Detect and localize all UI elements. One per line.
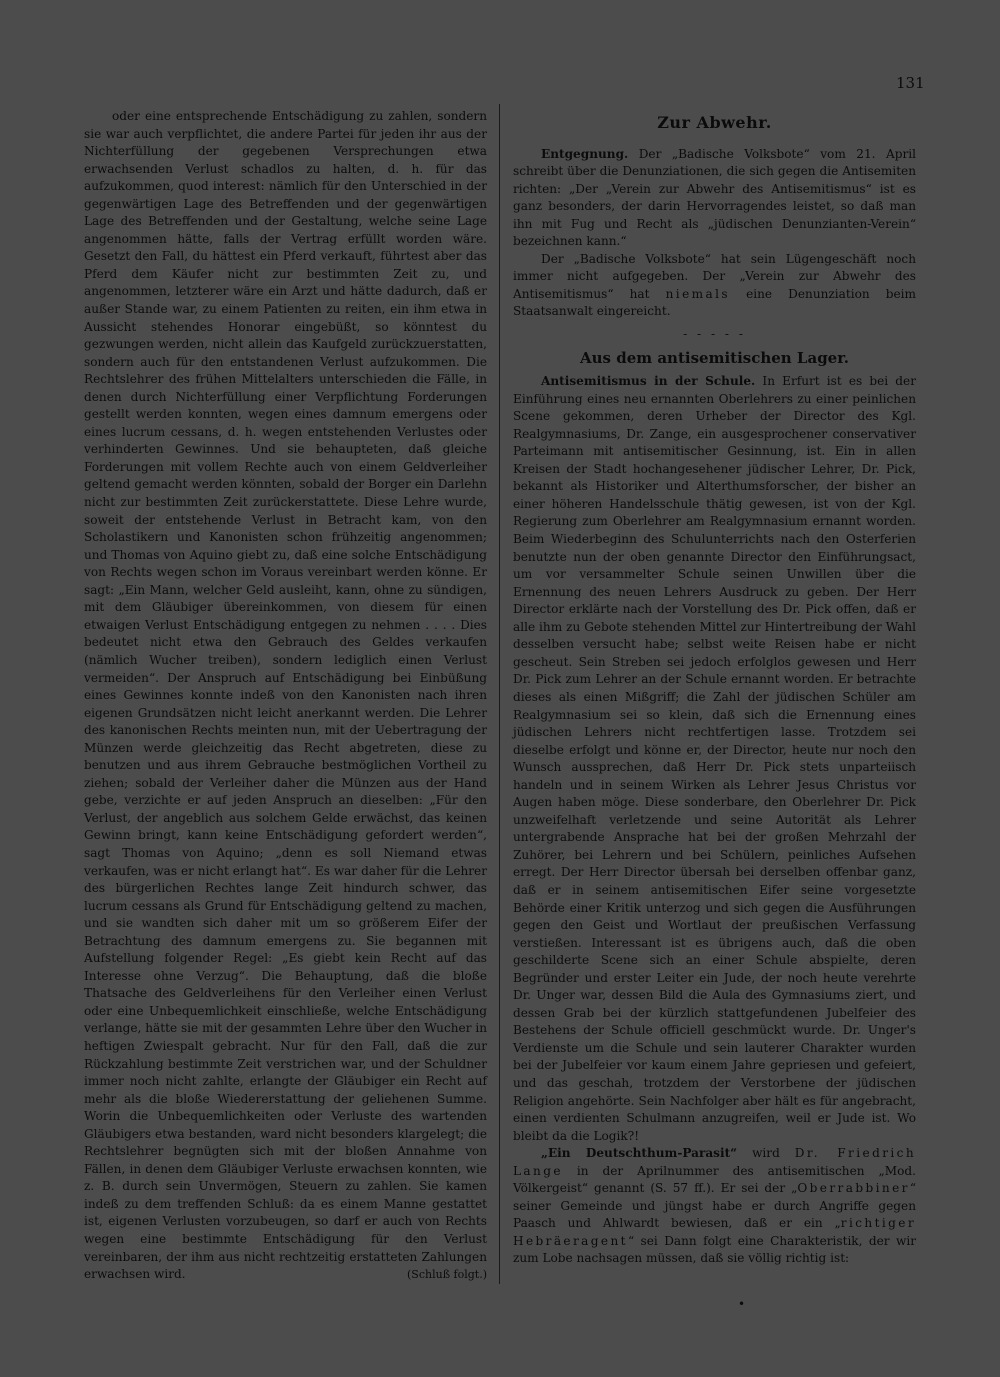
- section-title-lager: Aus dem antisemitischen Lager.: [580, 348, 849, 367]
- left-body: oder eine entsprechende Entschädigung zu zahlen, sondern sie war auch verpflichtet, die andere Partei für jeden ihr aus der Nichterfüllung der gegebenen Versprechungen etwa erwachsenden Verlust schadlos zu halten, d. h. für das aufzukommen, quod interest: nämlich für den Unterschied in der gegenwärtigen Lage des Betreffenden und der gegenwärtigen Lage des Betreffenden und der Gestaltung, welche seine Lage angenommen hätte, falls der Vertrag erfüllt worden wäre. Gesetzt den Fall, du hättest ein Pferd verkauft, führtest aber das Pferd dem Käufer nicht zur bestimmten Zeit zu, und angenommen, letzterer wäre ein Arzt und hätte dadurch, daß er außer Stande war, zu einem Patienten zu reiten, ein ihm etwa in Aussicht stehendes Honorar eingebüßt, so könntest du gezwungen werden, nicht allein das Kaufgeld zurückzuerstatten, sondern auch für den entstandenen Verlust aufzukommen. Die Rechtslehrer des frühen Mittelalters unterschieden die Fälle, in denen durch Nichterfüllung einer Verpflichtung Forderungen gestellt werden konnten, wegen eines damnum emergens oder eines lucrum cessans, d. h. wegen entstehenden Verlustes oder verhinderten Gewinnes. Und sie behaupteten, daß gleiche Forderungen mit vollem Rechte auch von einem Geldverleiher geltend gemacht werden könnten, sobald der Borger ein Darlehn nicht zur bestimmten Zeit zurückerstattete. Diese Lehre wurde, soweit der entstehende Verlust in Betracht kam, von den Scholastikern und Kanonisten schon frühzeitig angenommen; und Thomas von Aquino giebt zu, daß eine solche Entschädigung von Rechts wegen schon im Voraus vereinbart werden könne. Er sagt: „Ein Mann, welcher Geld ausleiht, kann, ohne zu sündigen, mit dem Gläubiger übereinkommen, von diesem für einen etwaigen Verlust Entschädigung entgegen zu nehmen . . . . Dies bedeutet nicht etwa den Gebrauch des Geldes verkaufen (nämlich Wucher treiben), sondern lediglich einen Verlust vermeiden“. Der Anspruch auf Entschädigung bei Einbüßung eines Gewinnes konnte indeß von den Kanonisten nach ihren eigenen Grundsätzen nicht leicht anerkannt werden. Die Lehrer des kanonischen Rechts meinten nun, mit der Uebertragung der Münzen werde gleichzeitig das Recht abgetreten, diese zu benutzen und aus ihrem Gebrauche bestmöglichen Vortheil zu ziehen; sobald der Verleiher daher die Münzen aus der Hand gebe, verzichte er auf jeden Anspruch an dieselben: „Für den Verlust, der angeblich aus solchem Gelde erwächst, das keinen Gewinn bringt, kann keine Entschädigung gefordert werden“, sagt Thomas von Aquino; „denn es soll Niemand etwas verkaufen, was er nicht erlangt hat“. Es war daher für die Lehrer des bürgerlichen Rechtes lange Zeit hindurch schwer, das lucrum cessans als Grund für Entschädigung geltend zu machen, und sie wandten sich daher mit um so größerem Eifer der Betrachtung des damnum emergens zu. Sie begannen mit Aufstellung folgender Regel: „Es giebt kein Recht auf das Interesse ohne Verzug“. Die Behauptung, daß die bloße Thatsache des Geldverleihens für den Verleiher einen Verlust oder eine Unbequemlichkeit einschließe, welche Entschädigung verlange, hätte sie mit der gesammten Lehre über den Wucher in heftigen Zwiespalt gebracht. Nur für den Fall, daß die zur Rückzahlung bestimmte Zeit verstrichen war, und der Schuldner immer noch nicht zahlte, erlangte der Gläubiger ein Recht auf mehr als die bloße Wiedererstattung der geliehenen Summe. Worin die Unbequemlichkeiten oder Verluste des wartenden Gläubigers etwa bestanden, ward nicht besonders klargelegt; die Rechtslehrer begnügten sich mit der bloßen Annahme von Fällen, in denen dem Gläubiger Verluste erwachsen konnten, wie z. B. durch sein Unvermögen, Steuern zu zahlen. Sie kamen indeß zu dem treffenden Schluß: da es einem Manne gestattet ist, eigenen Verlusten vorzubeugen, so darf er auch von Rechts wegen eine bestimmte Entschädigung für den Verlust vereinbaren, der ihm aus nicht rechtzeitig erstatteten Zahlungen erwachsen wird.: [84, 109, 487, 1282]
- article-lead: „Ein Deutschthum-Parasit“: [541, 1146, 738, 1161]
- article-entgegnung-p2: [513, 251, 916, 321]
- page-number: 131: [896, 74, 925, 92]
- section-separator: - - - - -: [683, 327, 746, 342]
- article-text: in der Aprilnummer des antisemitischen „Mod. Völkergeist“ genannt (S. 57 ff.). Er sei der „: [513, 1163, 916, 1196]
- article-text: “ sei Dann folgt eine Charakteristik, der wir zum Lobe nachsagen müssen, daß sie völlig richtig ist:: [513, 1233, 916, 1266]
- left-column-text: [84, 108, 487, 1284]
- article-lead: Entgegnung.: [541, 146, 629, 161]
- emphasis-text: richtiger Hebräeragent: [513, 1216, 916, 1248]
- left-column: [84, 108, 487, 1284]
- trailing-mark: •: [738, 1297, 746, 1311]
- article-text: Der „Badische Volksbote“ vom 21. April schreibt über die Denunziationen, die sich gegen die Antisemiten richten: „Der „Verein zur Abwehr des Antisemitismus“ ist es ganz besonders, der darin Hervorragendes leistet, so daß man ihn mit Fug und Recht als „jüdischen Denunzianten-Verein“ bezeichnen kann.“: [513, 146, 916, 249]
- article-lead: Antisemitismus in der Schule.: [541, 374, 756, 389]
- right-column: [513, 112, 916, 1268]
- article-text: “ seiner Gemeinde und jüngst habe er durch Angriffe gegen Paasch und Ahlwardt bewiesen, daß er ein „: [513, 1181, 916, 1231]
- article-text: In Erfurt ist es bei der Einführung eines neu ernannten Oberlehrers zu einer peinlichen Scene gekommen, deren Urheber der Director des Kgl. Realgymnasiums, Dr. Zange, ein ausgesprochener conservativer Parteimann mit antisemitischer Gesinnung, ist. Ein in allen Kreisen der Stadt hochangesehener jüdischer Lehrer, Dr. Pick, bekannt als Historiker und Alterthumsforscher, der bisher an einer höheren Handelsschule thätig gewesen, ist von der Kgl. Regierung zum Oberlehrer am Realgymnasium ernannt worden. Beim Wiederbeginn des Schulunterrichts nach den Osterferien benutzte nun der oben genannte Director den Einführungsact, um vor versammelter Schule seinen Unwillen über die Ernennung des neuen Lehrers Ausdruck zu geben. Der Herr Director erklärte nach der Vorstellung des Dr. Pick offen, daß er alle ihm zu Gebote stehenden Mittel zur Hintertreibung der Wahl desselben versucht habe; selbst weite Reisen habe er nicht gescheut. Sein Streben sei jedoch erfolglos gewesen und Herr Dr. Pick zum Lehrer an der Schule ernannt worden. Er betrachte dieses als einen Mißgriff; die Zahl der jüdischen Schüler am Realgymnasium sei so klein, daß sich die Ernennung eines jüdischen Lehrers nicht rechtfertigen lasse. Trotzdem sei dieselbe erfolgt und könne er, der Director, heute nur noch den Wunsch aussprechen, daß Herr Dr. Pick stets unparteiisch handeln und in seinem Wirken als Lehrer Jesus Christus vor Augen haben möge. Diese sonderbare, den Oberlehrer Dr. Pick unzweifelhaft verletzende und seine Autorität als Lehrer untergrabende Ansprache hat bei der großen Mehrzahl der Zuhörer, bei Lehrern und bei Schülern, peinliches Aufsehen erregt. Der Herr Director übersah bei derselben offenbar ganz, daß er in seinem antisemitischen Eifer seine vorgesetzte Behörde einer Kritik unterzog und sich gegen die Ausführungen gegen den Geist und Wortlaut der preußischen Verfassung verstießen. Interessant ist es übrigens auch, daß die oben geschilderte Scene sich an einer Schule abspielte, deren Begründer und erster Leiter ein Jude, der noch heute verehrte Dr. Unger war, dessen Bild die Aula des Gymnasiums ziert, und dessen Grab bei der kürzlich stattgefundenen Jubelfeier des Bestehens der Schule officiell geschmückt wurde. Dr. Unger's Verdienste um die Schule und sein lauterer Charakter wurden bei der Jubelfeier vor kaum einem Jahre gepriesen und gefeiert, und das geschah, trotzdem der Verstorbene der jüdischen Religion angehörte. Sein Nachfolger aber hält es für angebracht, einen verdienten Schulmann anzugreifen, weil er Jude ist. Wo bleibt da die Logik?!: [513, 374, 916, 1143]
- article-parasit: [513, 1145, 916, 1268]
- column-divider: [499, 104, 500, 1284]
- article-text: eine Denunziation beim Staatsanwalt eingereicht.: [513, 286, 916, 319]
- section-title-abwehr: Zur Abwehr.: [657, 113, 772, 132]
- person-name: Dr. Friedrich Lange: [513, 1146, 917, 1178]
- article-text: wird: [737, 1146, 795, 1161]
- article-text: Der „Badische Volksbote“ hat sein Lügengeschäft noch immer nicht aufgegeben. Der „Verein zur Abwehr des Antisemitismus“ hat: [513, 251, 916, 301]
- emphasis-text: niemals: [665, 286, 730, 301]
- article-schule: [513, 373, 916, 1145]
- article-entgegnung-p1: [513, 146, 916, 251]
- continuation-note: (Schluß folgt.): [407, 1268, 487, 1282]
- emphasis-text: Oberrabbiner: [797, 1181, 910, 1196]
